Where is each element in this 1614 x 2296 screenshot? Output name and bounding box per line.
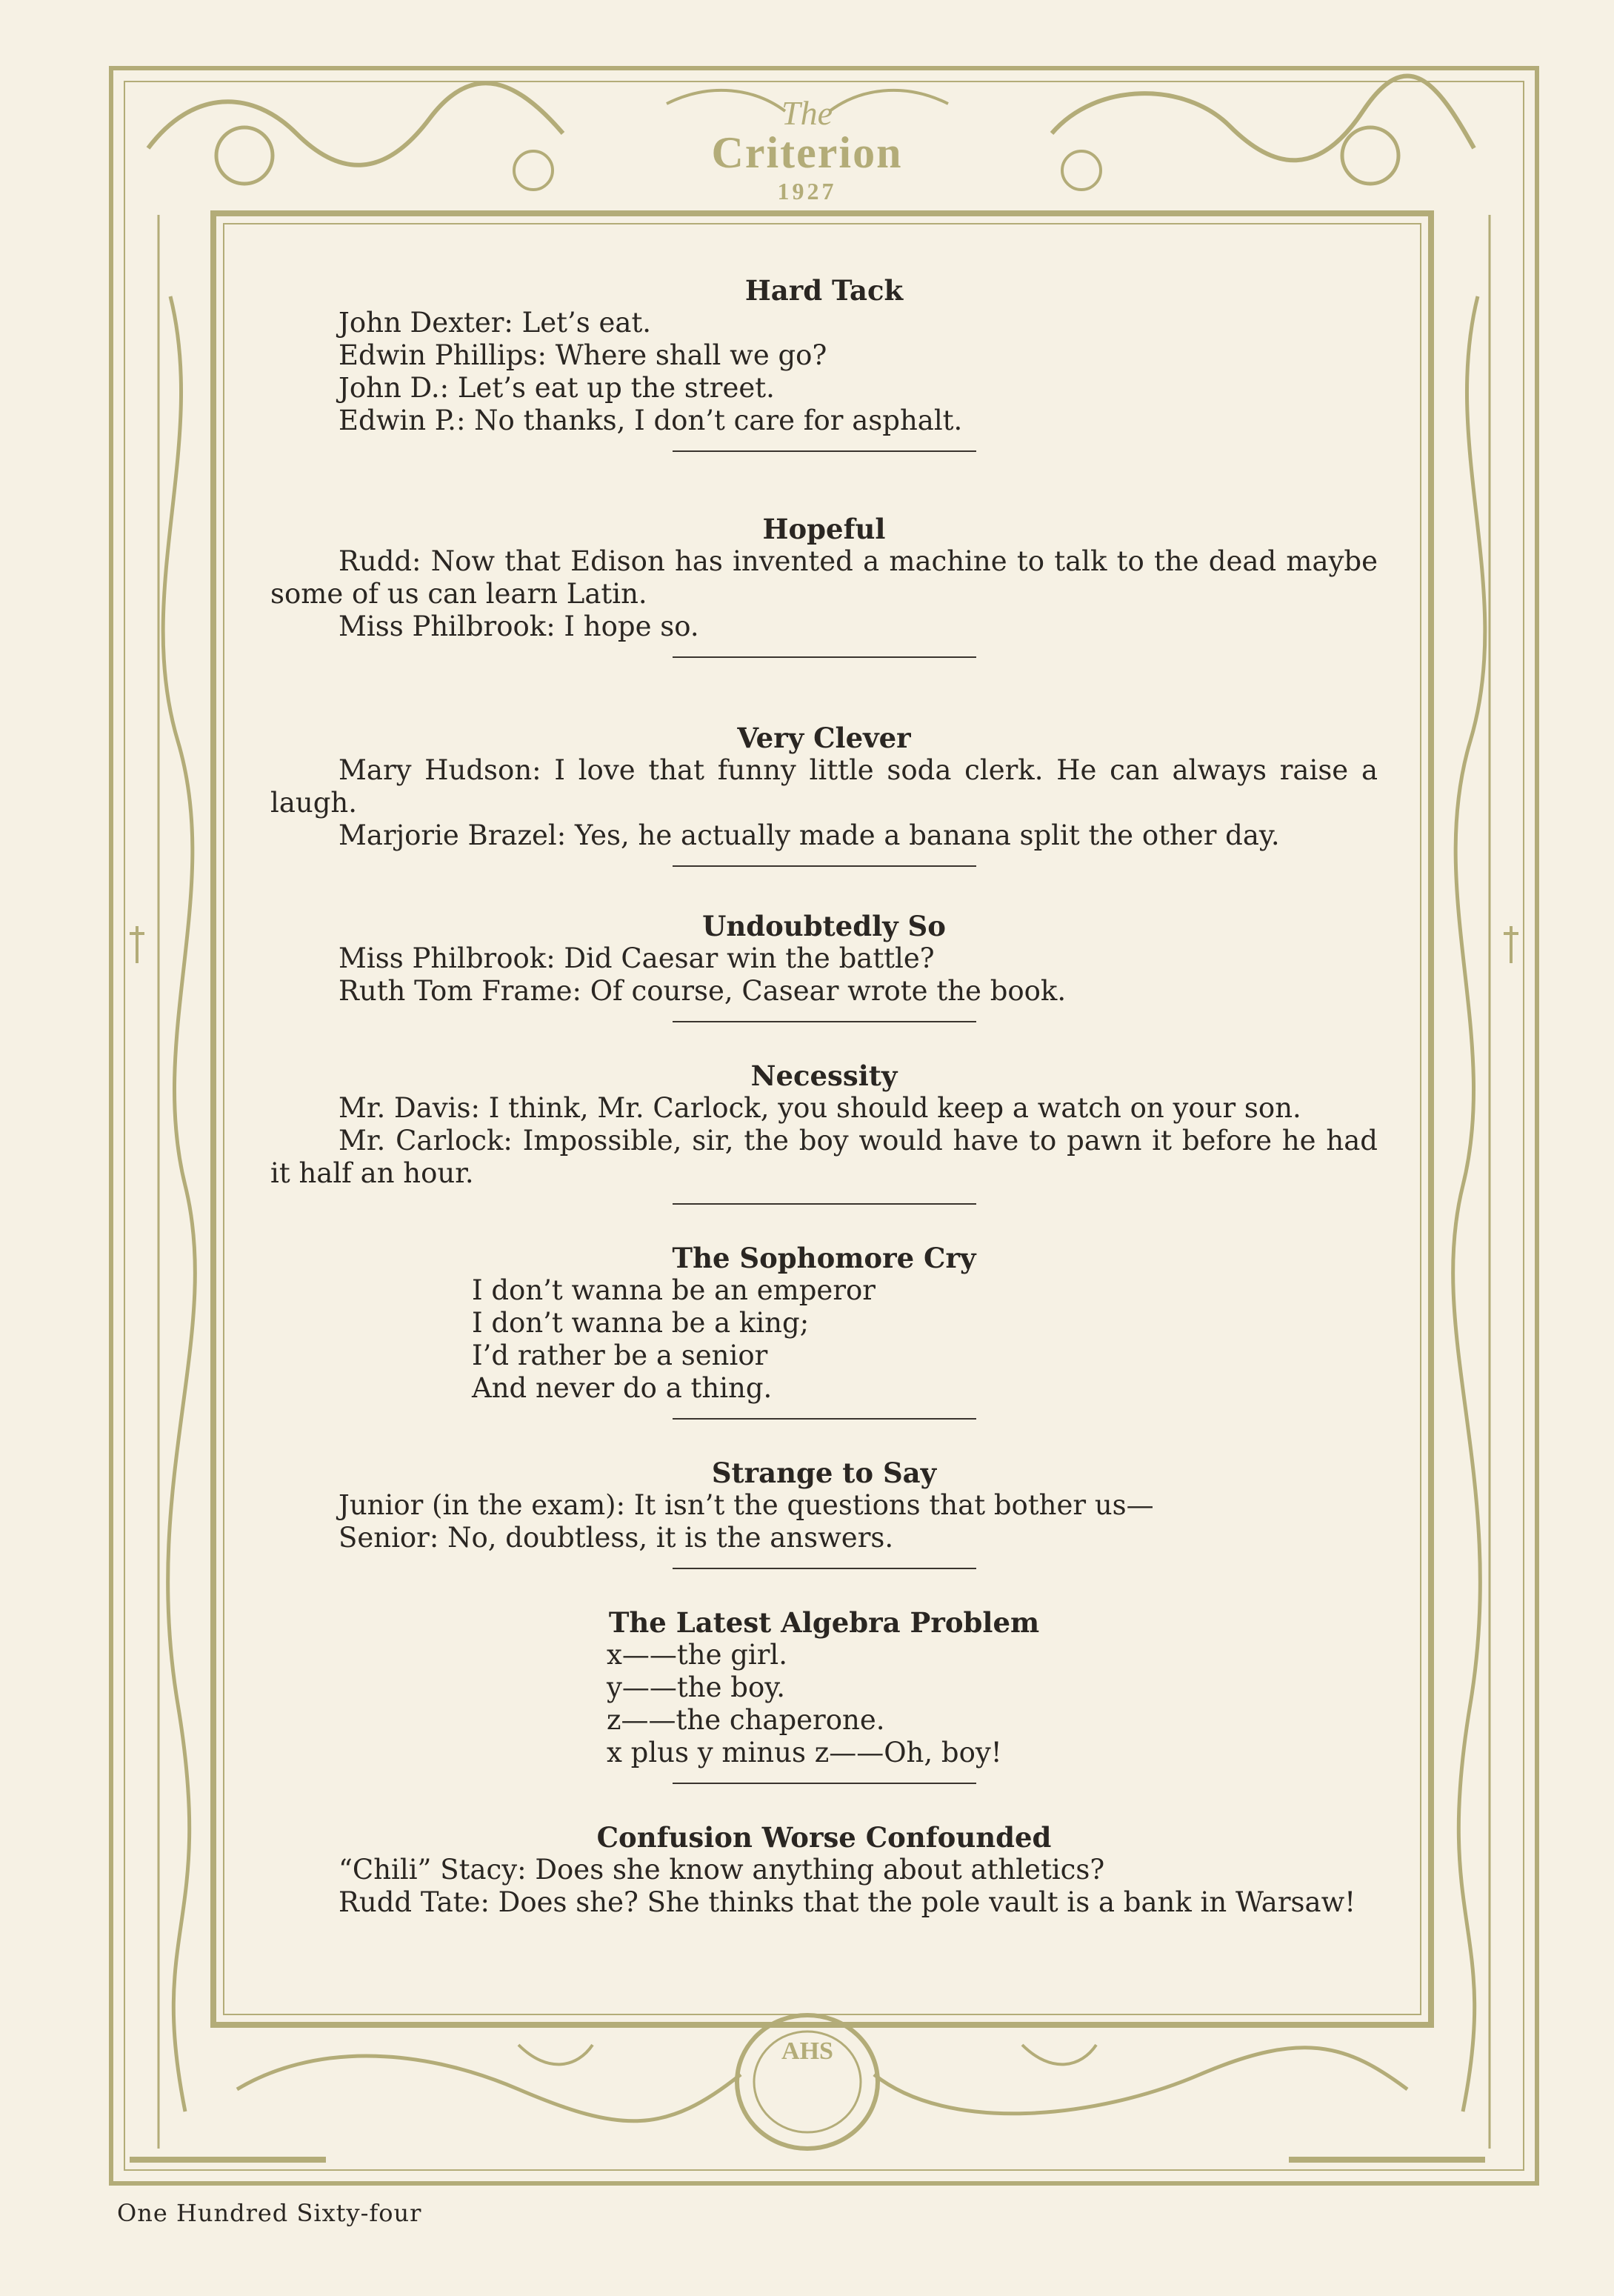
algebra-line: x——the girl.	[607, 1639, 788, 1671]
section-title: Strange to Say	[711, 1457, 937, 1489]
dialogue-line: Junior (in the exam): It isn’t the questions that bother us—	[339, 1489, 1154, 1521]
dialogue-line: Rudd Tate: Does she? She thinks that the pole vault is a bank in Warsaw!	[339, 1886, 1356, 1918]
section-title: Very Clever	[737, 722, 911, 754]
algebra-line: y——the boy.	[607, 1671, 785, 1703]
joke-section	[270, 722, 1378, 867]
section-title: Hopeful	[762, 513, 886, 545]
dialogue-line: Marjorie Brazel: Yes, he actually made a banana split the other day.	[339, 819, 1280, 851]
poem-line: I don’t wanna be an emperor	[472, 1274, 876, 1306]
header-year: 1927	[777, 178, 837, 204]
dialogue-line: Edwin P.: No thanks, I don’t care for asphalt.	[339, 405, 963, 436]
poem-line: And never do a thing.	[472, 1372, 773, 1404]
poem-line: I’d rather be a senior	[472, 1340, 768, 1371]
joke-section	[270, 1821, 1378, 1919]
algebra-line: z——the chaperone.	[607, 1704, 885, 1736]
section-title: Undoubtedly So	[702, 910, 946, 942]
dialogue-line: Mary Hudson: I love that funny little soda clerk. He can always raise a laugh.	[270, 754, 1378, 819]
algebra-section	[270, 1606, 1378, 1784]
dialogue-line: Miss Philbrook: Did Caesar win the battle?	[339, 942, 935, 974]
dialogue-line: John Dexter: Let’s eat.	[339, 307, 652, 339]
dialogue-line: Mr. Davis: I think, Mr. Carlock, you should keep a watch on your son.	[339, 1092, 1301, 1124]
dialogue-line: John D.: Let’s eat up the street.	[339, 372, 775, 404]
dialogue-line: “Chili” Stacy: Does she know anything about athletics?	[339, 1854, 1105, 1886]
joke-section	[270, 1059, 1378, 1205]
joke-section	[270, 513, 1378, 658]
section-title: The Latest Algebra Problem	[608, 1606, 1040, 1639]
school-emblem: AHS	[781, 2037, 833, 2065]
page-number: One Hundred Sixty-four	[117, 2199, 422, 2227]
header-publication-name: Criterion	[711, 128, 903, 177]
dialogue-line: Rudd: Now that Edison has invented a machine to talk to the dead maybe some of us can learn Latin.	[270, 545, 1378, 610]
dialogue-line: Miss Philbrook: I hope so.	[339, 610, 699, 642]
section-title: Necessity	[750, 1059, 898, 1092]
dialogue-line: Mr. Carlock: Impossible, sir, the boy would have to pawn it before he had it half an hour.	[270, 1125, 1378, 1189]
poem-section	[270, 1242, 1378, 1420]
joke-section	[270, 910, 1378, 1022]
section-title: The Sophomore Cry	[672, 1242, 976, 1274]
section-title: Confusion Worse Confounded	[596, 1821, 1052, 1854]
dialogue-line: Edwin Phillips: Where shall we go?	[339, 339, 827, 371]
header-the: The	[781, 94, 833, 132]
poem-line: I don’t wanna be a king;	[472, 1307, 810, 1339]
algebra-line: x plus y minus z——Oh, boy!	[607, 1737, 1002, 1768]
dialogue-line: Senior: No, doubtless, it is the answers.	[339, 1522, 894, 1554]
joke-section	[270, 274, 1378, 452]
section-title: Hard Tack	[744, 274, 904, 307]
dialogue-line: Ruth Tom Frame: Of course, Casear wrote the book.	[339, 975, 1067, 1007]
joke-section	[270, 1457, 1378, 1569]
page-content	[270, 274, 1378, 1919]
